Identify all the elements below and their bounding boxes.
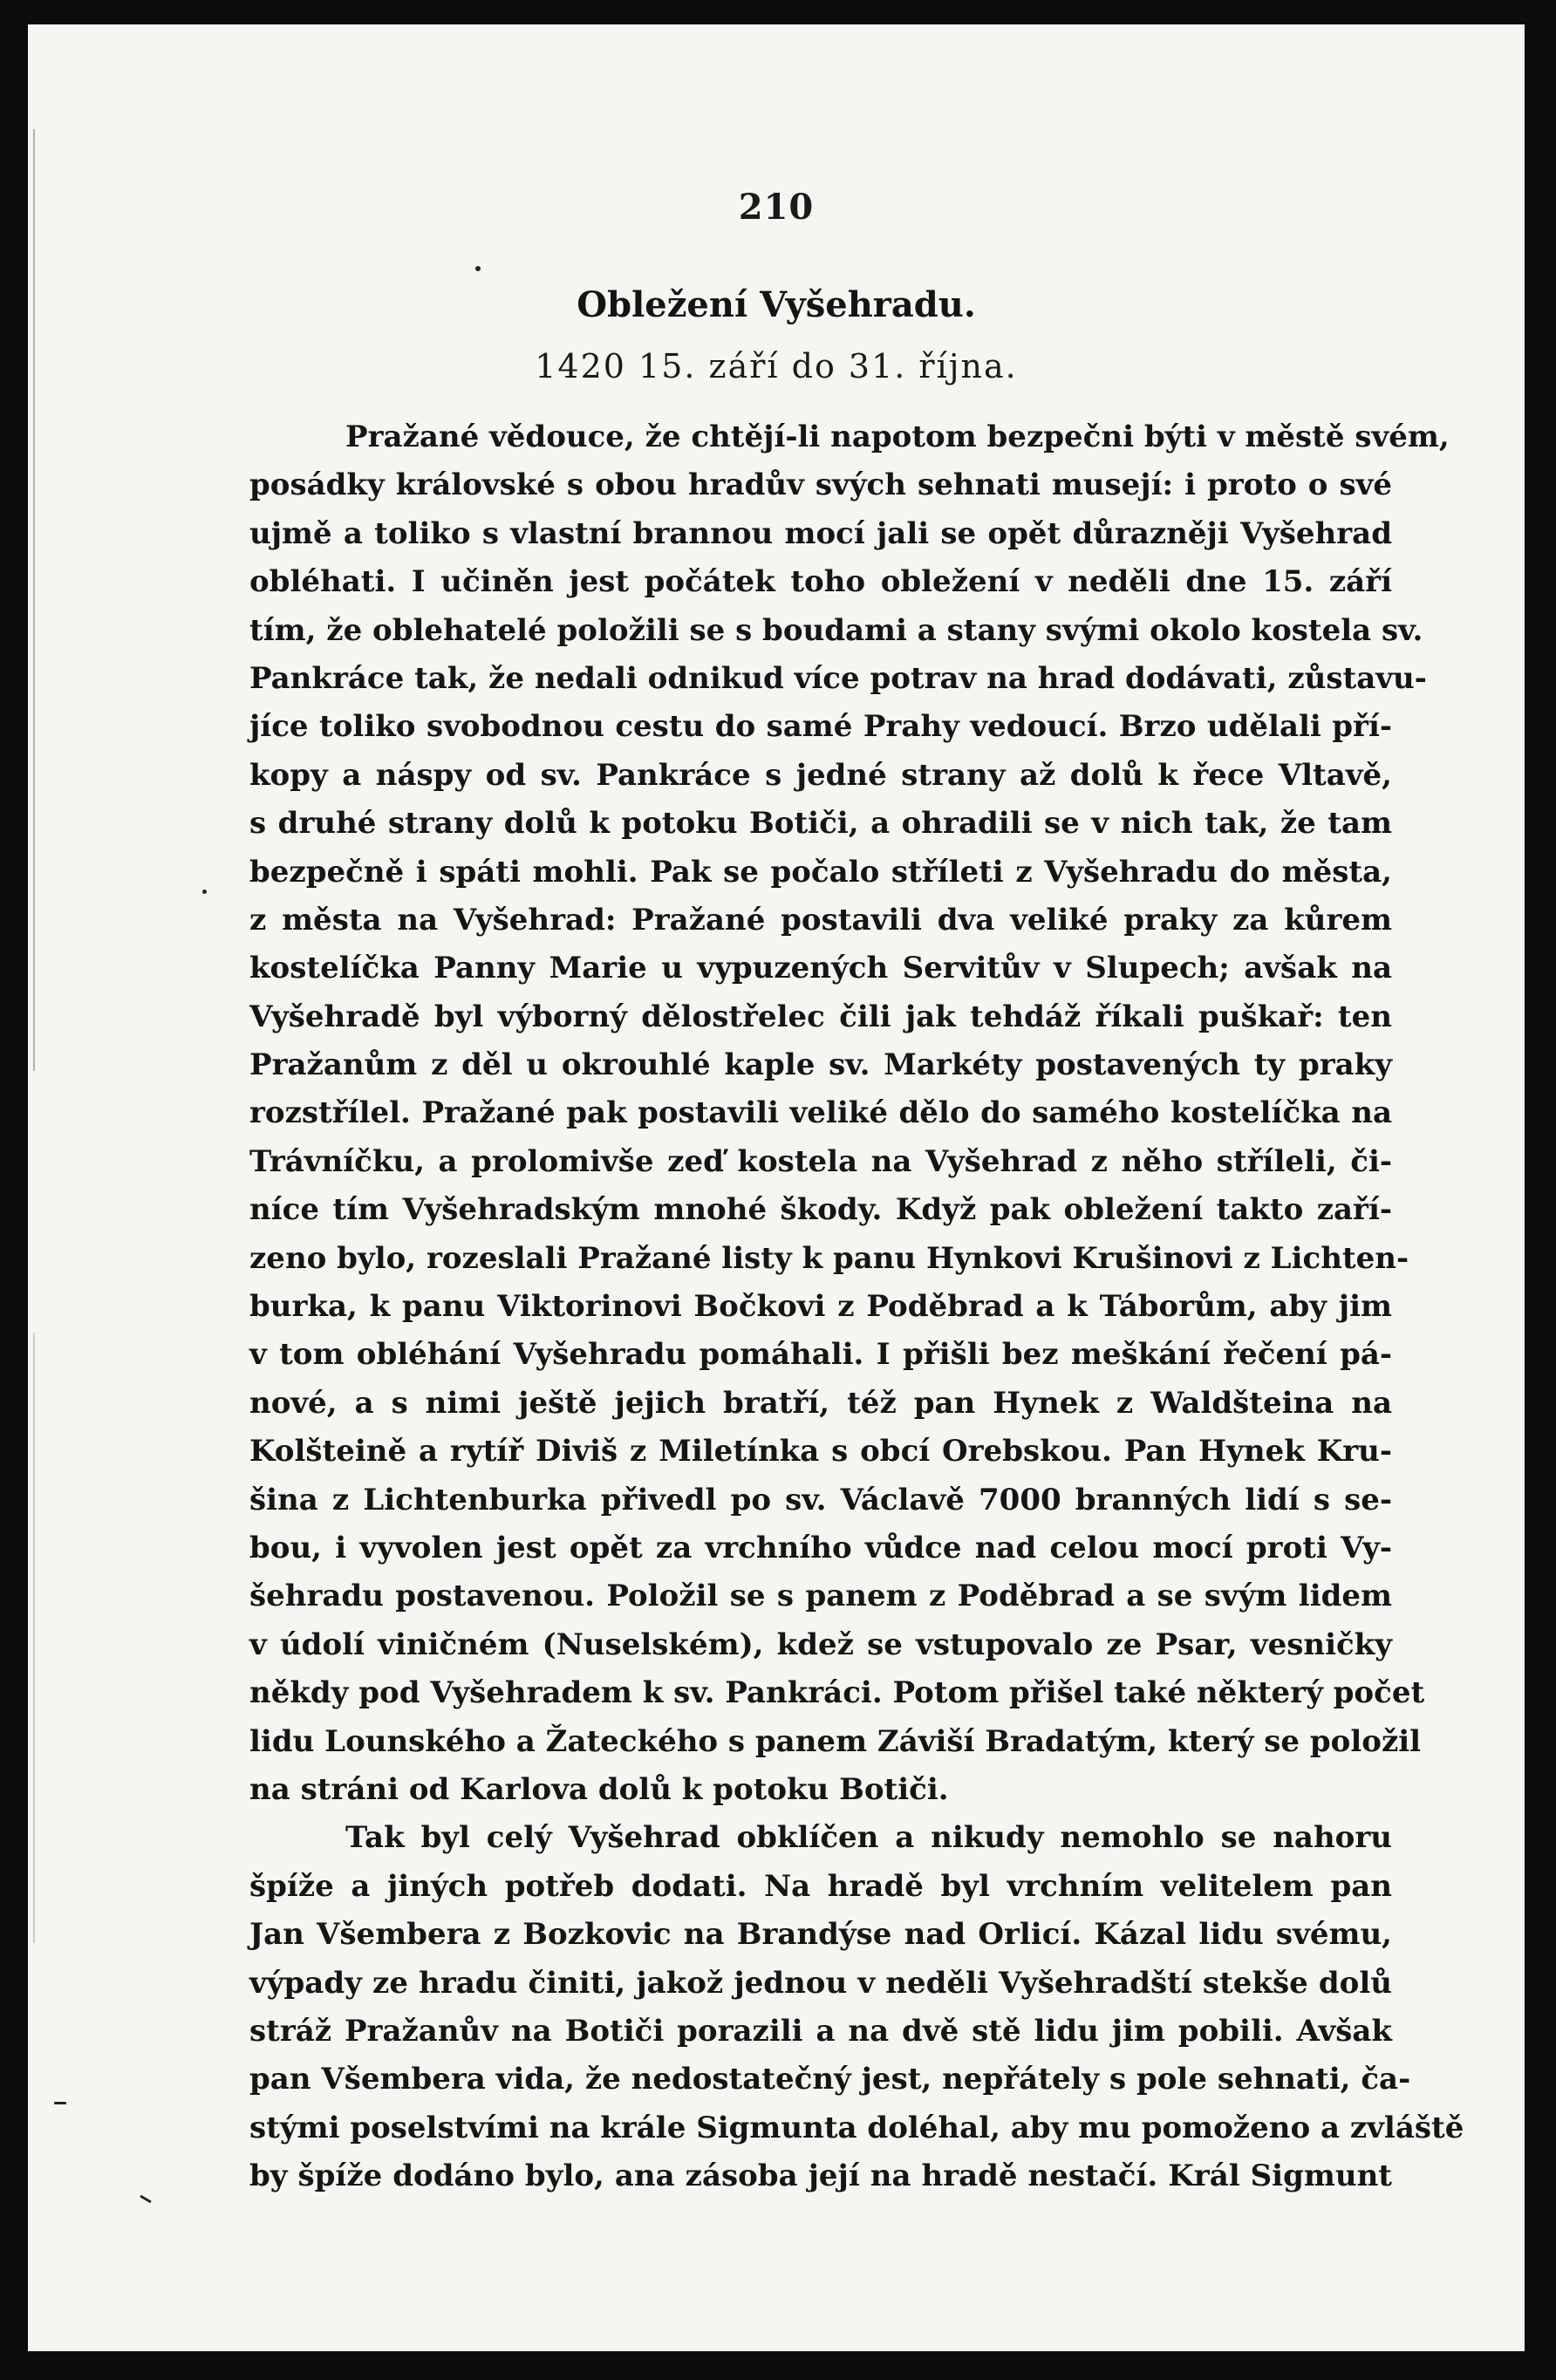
text-line: šehradu postavenou. Položil se s panem z Poděbrad a se svým lidem — [249, 1579, 1392, 1614]
text-line: Pražané vědouce, že chtějí-li napotom bezpečni býti v městě svém, — [345, 419, 1450, 454]
text-line: nové, a s nimi ještě jejich bratří, též pan Hynek z Waldšteina na — [249, 1385, 1392, 1421]
text-line: na stráni od Karlova dolů k potoku Botiči. — [249, 1771, 949, 1807]
text-line: jíce toliko svobodnou cestu do samé Prahy vedoucí. Brzo udělali pří- — [249, 709, 1392, 745]
text-line: obléhati. I učiněn jest počátek toho obležení v neděli dne 15. září — [249, 564, 1392, 600]
text-line: bou, i vyvolen jest opět za vrchního vůdce nad celou mocí proti Vy- — [249, 1530, 1392, 1565]
body-text — [249, 413, 1464, 2200]
text-line: Pankráce tak, že nedali odnikud více potrav na hrad dodávati, zůstavu- — [249, 660, 1427, 696]
scan-speck — [54, 2102, 66, 2104]
scan-speck — [475, 266, 481, 271]
text-line: zeno bylo, rozeslali Pražané listy k panu Hynkovi Krušinovi z Lichten- — [249, 1240, 1409, 1276]
text-line: by špíže dodáno bylo, ana zásoba její na hradě nestačí. Král Sigmunt — [249, 2158, 1392, 2194]
chapter-title: Obležení Vyšehradu. — [577, 284, 976, 325]
text-line: pan Všembera vida, že nedostatečný jest, nepřátely s pole sehnati, ča- — [249, 2062, 1411, 2097]
text-line: burka, k panu Viktorinovi Bočkovi z Poděbrad a k Táborům, aby jim — [249, 1289, 1392, 1325]
text-line: ujmě a toliko s vlastní brannou mocí jali se opět důrazněji Vyšehrad — [249, 515, 1392, 551]
chapter-date-range: 1420 15. září do 31. října. — [535, 347, 1018, 385]
text-line: Tak byl celý Vyšehrad obklíčen a nikudy nemohlo se nahoru — [345, 1820, 1392, 1856]
text-line: posádky královské s obou hradův svých sehnati musejí: i proto o své — [249, 467, 1392, 503]
text-line: Vyšehradě byl výborný dělostřelec čili jak tehdáž říkali puškař: ten — [249, 999, 1392, 1034]
text-line: někdy pod Vyšehradem k sv. Pankráci. Potom přišel také některý počet — [249, 1675, 1425, 1711]
text-line: Jan Všembera z Bozkovic na Brandýse nad Orlicí. Kázal lidu svému, — [249, 1917, 1392, 1953]
text-line: bezpečně i spáti mohli. Pak se počalo stříleti z Vyšehradu do města, — [249, 854, 1392, 890]
text-line: výpady ze hradu činiti, jakož jednou v neděli Vyšehradští stekše dolů — [249, 1965, 1392, 2001]
text-line: kostelíčka Panny Marie u vypuzených Servitův v Slupech; avšak na — [249, 951, 1392, 986]
text-line: s druhé strany dolů k potoku Botiči, a ohradili se v nich tak, že tam — [249, 806, 1392, 842]
page-edge-shadow — [33, 129, 35, 1071]
text-line: kopy a náspy od sv. Pankráce s jedné strany až dolů k řece Vltavě, — [249, 757, 1392, 793]
text-line: v tom obléhání Vyšehradu pomáhali. I přišli bez meškání řečení pá- — [249, 1337, 1392, 1373]
text-line: stými poselstvími na krále Sigmunta doléhal, aby mu pomoženo a zvláště — [249, 2110, 1464, 2145]
text-line: Kolšteině a rytíř Diviš z Miletínka s obcí Orebskou. Pan Hynek Kru- — [249, 1434, 1392, 1470]
text-line: špíže a jiných potřeb dodati. Na hradě byl vrchním velitelem pan — [249, 1868, 1392, 1904]
text-line: lidu Lounského a Žateckého s panem Záviší Bradatým, který se položil — [249, 1723, 1422, 1759]
text-line: rozstřílel. Pražané pak postavili veliké dělo do samého kostelíčka na — [249, 1095, 1392, 1131]
scanned-page — [28, 24, 1525, 2351]
text-line: níce tím Vyšehradským mnohé škody. Když pak obležení takto zaří- — [249, 1192, 1392, 1228]
scan-speck — [202, 890, 207, 894]
text-line: Trávníčku, a prolomivše zeď kostela na Vyšehrad z něho stříleli, či- — [249, 1143, 1392, 1179]
page-edge-shadow — [33, 1333, 35, 1943]
page-number: 210 — [738, 187, 815, 228]
text-line: z města na Vyšehrad: Pražané postavili dva veliké praky za kůrem — [249, 902, 1392, 938]
text-line: stráž Pražanův na Botiči porazili a na dvě stě lidu jim pobili. Avšak — [249, 2013, 1392, 2049]
text-line: šina z Lichtenburka přivedl po sv. Václavě 7000 branných lidí s se- — [249, 1482, 1392, 1517]
text-line: Pražanům z děl u okrouhlé kaple sv. Markéty postavených ty praky — [249, 1047, 1392, 1083]
text-line: tím, že oblehatelé položili se s boudami a stany svými okolo kostela sv. — [249, 612, 1423, 648]
text-line: v údolí viničném (Nuselském), kdež se vstupovalo ze Psar, vesničky — [249, 1626, 1392, 1662]
